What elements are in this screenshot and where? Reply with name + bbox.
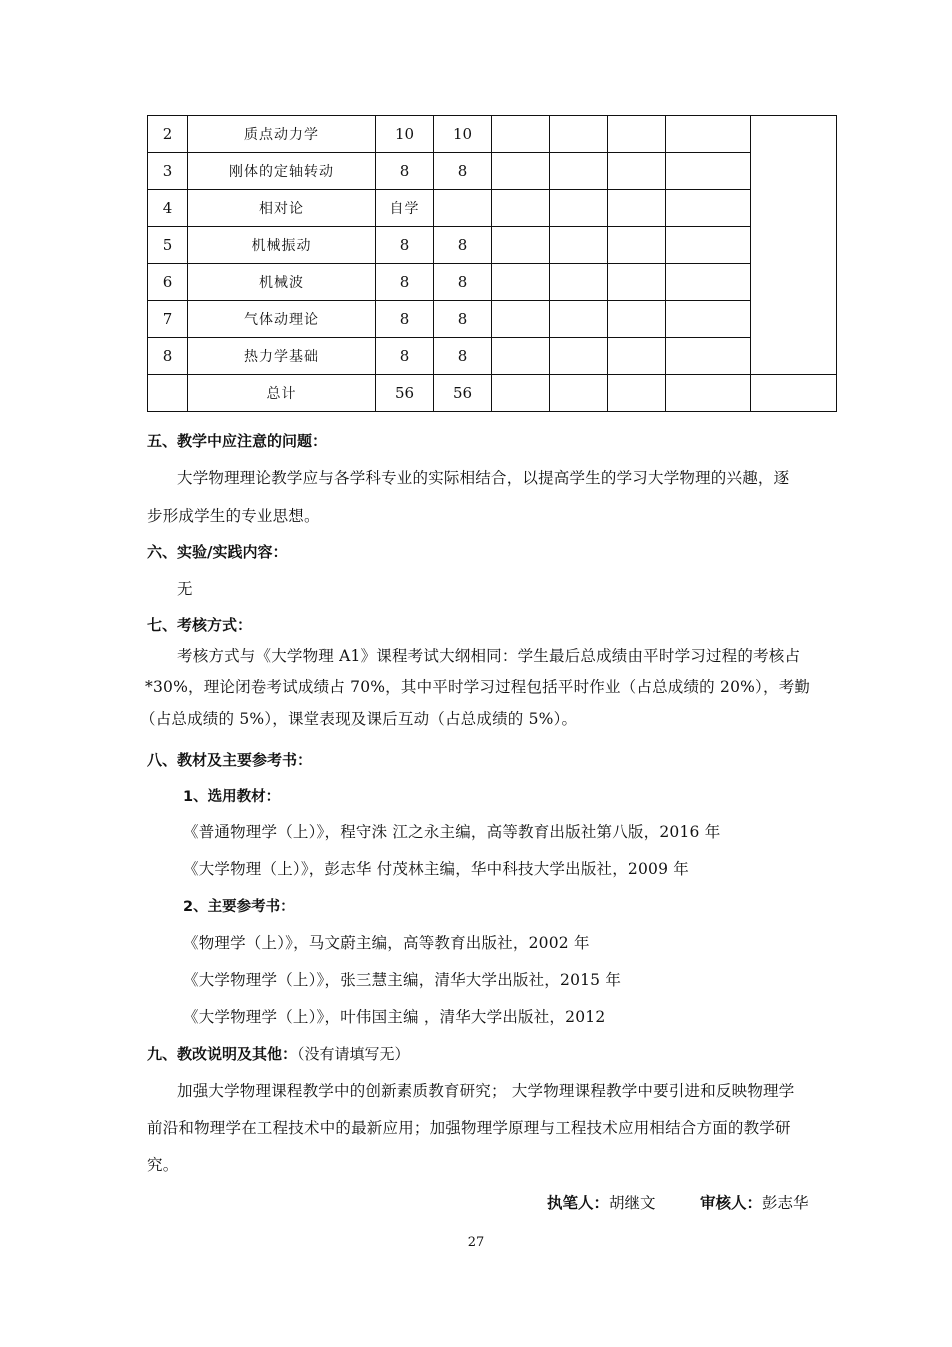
hours-cell: 自学 <box>376 190 434 227</box>
hours-cell: 10 <box>376 116 434 153</box>
chapter-name: 气体动理论 <box>188 301 376 338</box>
empty-cell <box>608 264 666 301</box>
empty-cell <box>608 375 666 412</box>
paragraph-line: 究。 <box>147 1156 179 1174</box>
empty-cell <box>608 116 666 153</box>
empty-cell <box>550 153 608 190</box>
paragraph-line: 加强大学物理课程教学中的创新素质教育研究； 大学物理课程教学中要引进和反映物理学 <box>177 1082 795 1100</box>
section-heading-teaching-notes: 五、教学中应注意的问题： <box>147 432 328 450</box>
row-number: 7 <box>148 301 188 338</box>
hours-cell: 8 <box>434 264 492 301</box>
empty-cell <box>492 301 550 338</box>
empty-cell <box>666 153 751 190</box>
empty-cell <box>550 190 608 227</box>
subheading-selected-textbooks: 1、选用教材： <box>183 789 281 805</box>
paragraph-line: 步形成学生的专业思想。 <box>147 507 320 525</box>
section-heading-reform <box>147 1043 410 1064</box>
hours-cell: 8 <box>376 227 434 264</box>
hours-cell: 8 <box>434 153 492 190</box>
empty-cell <box>751 375 837 412</box>
total-hours-cell: 56 <box>376 375 434 412</box>
course-hours-table <box>147 115 837 412</box>
chapter-name: 热力学基础 <box>188 338 376 375</box>
hours-cell: 10 <box>434 116 492 153</box>
section-heading-textbooks: 八、教材及主要参考书： <box>147 751 313 769</box>
empty-cell <box>550 375 608 412</box>
table-row <box>148 116 837 153</box>
empty-cell <box>666 190 751 227</box>
paragraph-line: 前沿和物理学在工程技术中的最新应用；加强物理学原理与工程技术应用相结合方面的教学研 <box>147 1119 791 1137</box>
book-entry: 《大学物理（上）》，彭志华 付茂林主编，华中科技大学出版社，2009 年 <box>183 860 690 878</box>
empty-cell <box>492 116 550 153</box>
hours-cell <box>434 190 492 227</box>
section-heading-experiment: 六、实验/实践内容： <box>147 543 288 561</box>
table-row <box>148 153 837 190</box>
empty-cell <box>492 338 550 375</box>
hours-cell: 8 <box>376 264 434 301</box>
empty-cell <box>148 375 188 412</box>
row-number: 8 <box>148 338 188 375</box>
empty-cell <box>550 116 608 153</box>
empty-cell <box>666 301 751 338</box>
empty-cell <box>492 190 550 227</box>
paragraph-line: 考核方式与《大学物理 A1》课程考试大纲相同：学生最后总成绩由平时学习过程的考核占 <box>177 647 801 665</box>
empty-cell <box>666 227 751 264</box>
empty-cell <box>550 338 608 375</box>
chapter-name: 机械振动 <box>188 227 376 264</box>
table-row <box>148 301 837 338</box>
hours-cell: 8 <box>376 153 434 190</box>
empty-cell <box>550 264 608 301</box>
empty-cell <box>492 264 550 301</box>
writer-name: 胡继文 <box>609 1194 656 1212</box>
reviewer-label: 审核人： <box>700 1194 763 1212</box>
reference-entry: 《大学物理学（上）》，张三慧主编，清华大学出版社，2015 年 <box>183 971 622 989</box>
merged-cell <box>751 116 837 375</box>
table-row <box>148 190 837 227</box>
section-heading-note: （没有请填写无） <box>297 1045 410 1063</box>
empty-cell <box>550 301 608 338</box>
empty-cell <box>550 227 608 264</box>
reference-entry: 《大学物理学（上）》，叶伟国主编 ，清华大学出版社，2012 <box>183 1008 606 1026</box>
row-number: 4 <box>148 190 188 227</box>
empty-cell <box>608 338 666 375</box>
total-hours-cell: 56 <box>434 375 492 412</box>
paragraph-line: 无 <box>177 580 193 598</box>
page-number: 27 <box>467 1235 485 1250</box>
hours-cell: 8 <box>434 227 492 264</box>
total-label: 总计 <box>188 375 376 412</box>
row-number: 2 <box>148 116 188 153</box>
row-number: 6 <box>148 264 188 301</box>
reference-entry: 《物理学（上）》，马文蔚主编，高等教育出版社，2002 年 <box>183 934 590 952</box>
empty-cell <box>666 264 751 301</box>
subheading-references: 2、主要参考书： <box>183 899 295 915</box>
table-row <box>148 264 837 301</box>
hours-cell: 8 <box>376 338 434 375</box>
empty-cell <box>666 116 751 153</box>
empty-cell <box>492 375 550 412</box>
empty-cell <box>608 227 666 264</box>
row-number: 3 <box>148 153 188 190</box>
table-total-row <box>148 375 837 412</box>
empty-cell <box>666 338 751 375</box>
empty-cell <box>608 153 666 190</box>
chapter-name: 机械波 <box>188 264 376 301</box>
chapter-name: 质点动力学 <box>188 116 376 153</box>
section-heading-assessment: 七、考核方式： <box>147 616 253 634</box>
section-heading-text: 九、教改说明及其他： <box>147 1045 298 1063</box>
paragraph-line: 大学物理理论教学应与各学科专业的实际相结合，以提高学生的学习大学物理的兴趣，逐 <box>177 469 790 487</box>
hours-cell: 8 <box>376 301 434 338</box>
table-row <box>148 338 837 375</box>
hours-cell: 8 <box>434 301 492 338</box>
empty-cell <box>608 190 666 227</box>
empty-cell <box>492 227 550 264</box>
empty-cell <box>608 301 666 338</box>
writer-label: 执笔人： <box>547 1194 610 1212</box>
row-number: 5 <box>148 227 188 264</box>
empty-cell <box>492 153 550 190</box>
chapter-name: 相对论 <box>188 190 376 227</box>
reviewer-signature <box>700 1191 809 1213</box>
empty-cell <box>666 375 751 412</box>
chapter-name: 刚体的定轴转动 <box>188 153 376 190</box>
book-entry: 《普通物理学（上）》，程守洙 江之永主编，高等教育出版社第八版，2016 年 <box>183 823 721 841</box>
paragraph-line: （占总成绩的 5%），课堂表现及课后互动（占总成绩的 5%）。 <box>140 710 578 728</box>
hours-cell: 8 <box>434 338 492 375</box>
reviewer-name: 彭志华 <box>762 1194 809 1212</box>
table-row <box>148 227 837 264</box>
writer-signature <box>547 1191 656 1213</box>
paragraph-line: *30%，理论闭卷考试成绩占 70%，其中平时学习过程包括平时作业（占总成绩的 20%），考勤 <box>145 678 811 696</box>
